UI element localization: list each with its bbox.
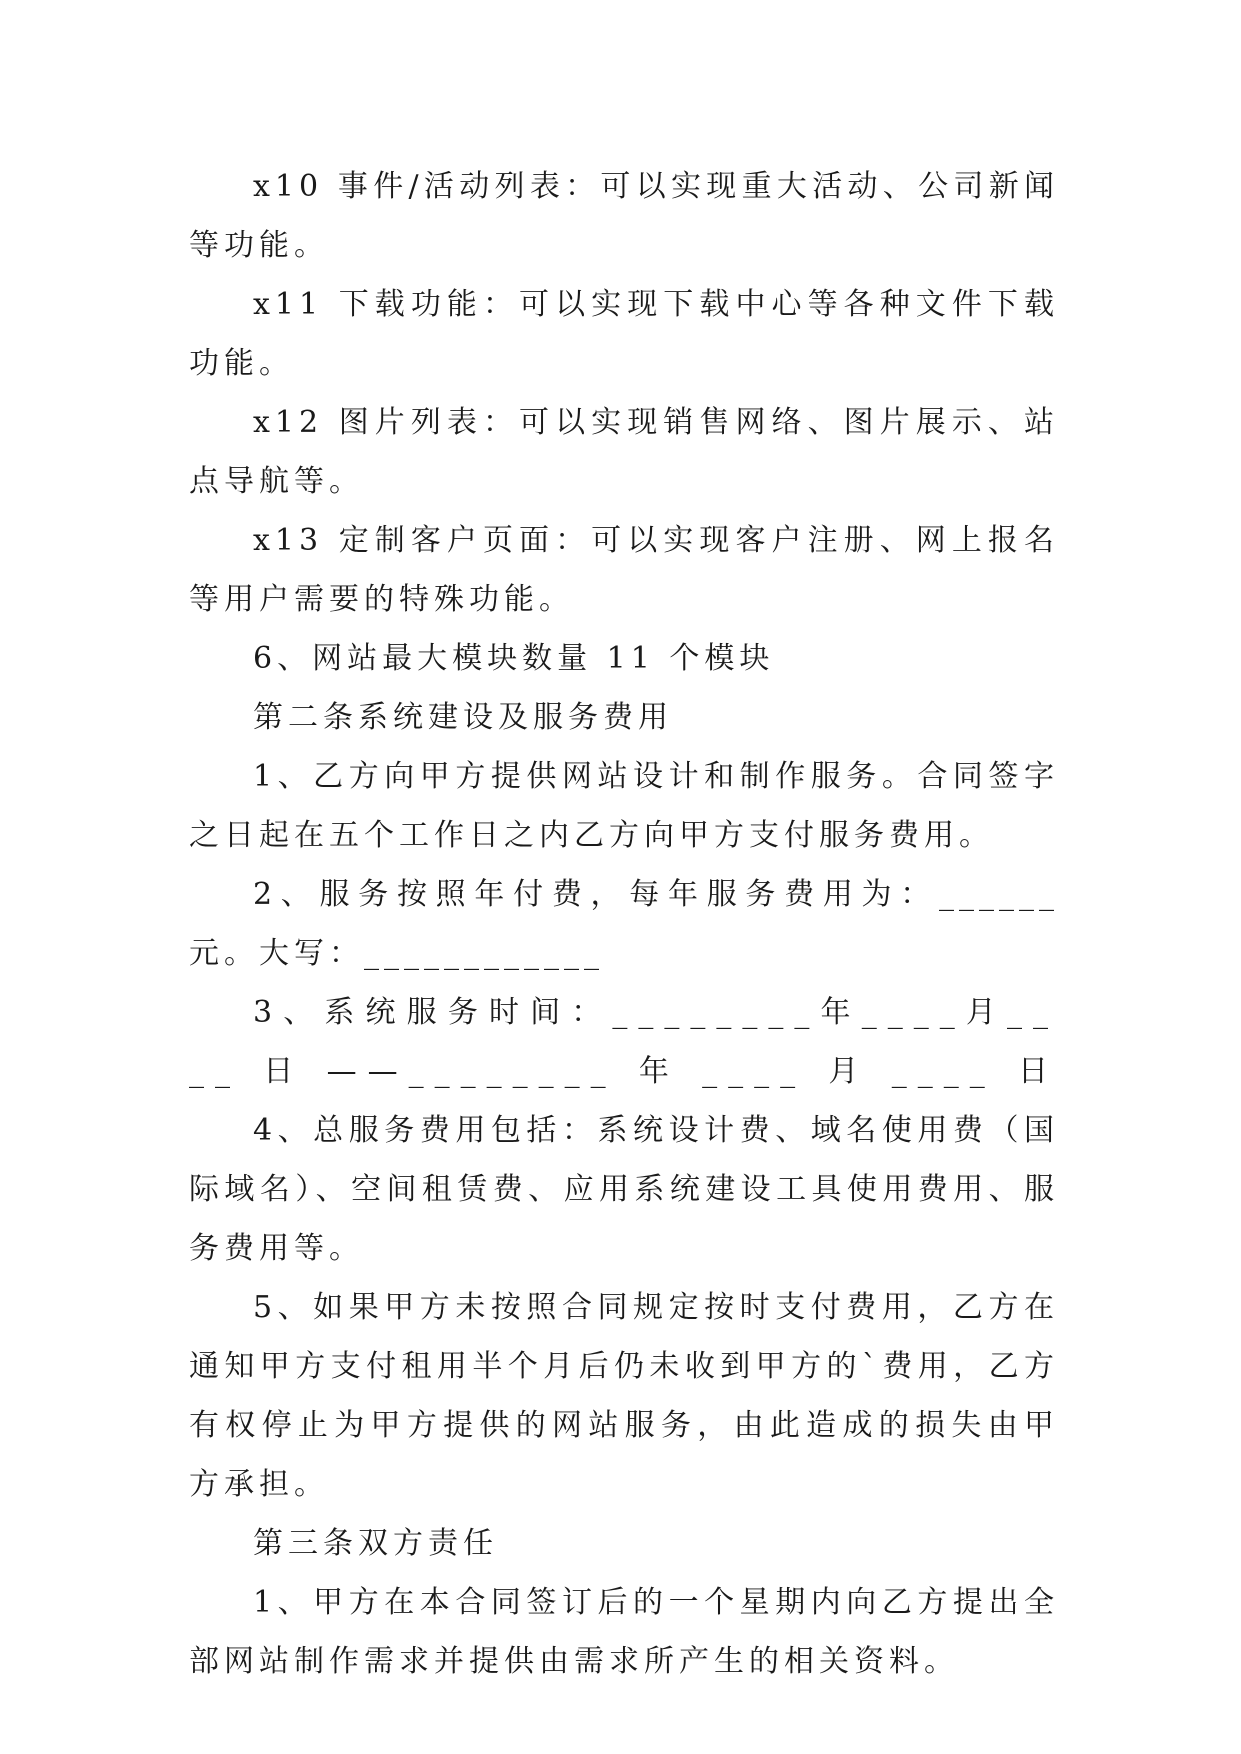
- paragraph-x12-image-list: x12 图片列表：可以实现销售网络、图片展示、站点导航等。: [189, 405, 1059, 499]
- paragraph-party-a-requirements: 1、甲方在本合同签订后的一个星期内向乙方提出全部网站制作需求并提供由需求所产生的相关资料。: [189, 1585, 1059, 1679]
- paragraph-max-modules: 6、网站最大模块数量 11 个模块: [253, 641, 775, 676]
- paragraph-service-period: 3、系统服务时间：________年____月____日——________年____月____日: [189, 995, 1059, 1089]
- paragraph-late-payment: 5、如果甲方未按照合同规定按时支付费用，乙方在通知甲方支付租用半个月后仍未收到甲方的`费用，乙方有权停止为甲方提供的网站服务，由此造成的损失由甲方承担。: [189, 1290, 1059, 1502]
- paragraph-x11-download: x11 下载功能：可以实现下载中心等各种文件下载功能。: [189, 287, 1059, 381]
- paragraph-total-fee: 4、总服务费用包括：系统设计费、域名使用费（国际域名）、空间租赁费、应用系统建设工具使用费用、服务费用等。: [189, 1113, 1059, 1266]
- section-heading-article-3: 第三条双方责任: [253, 1526, 498, 1561]
- paragraph-x10-event-list: x10 事件/活动列表：可以实现重大活动、公司新闻等功能。: [189, 169, 1059, 263]
- document-body: [189, 157, 1059, 1691]
- paragraph-annual-fee: 2、服务按照年付费，每年服务费用为：______元。大写：____________: [189, 877, 1059, 971]
- paragraph-x13-custom-page: x13 定制客户页面：可以实现客户注册、网上报名等用户需要的特殊功能。: [189, 523, 1059, 617]
- paragraph-service-provision: 1、乙方向甲方提供网站设计和制作服务。合同签字之日起在五个工作日之内乙方向甲方支付服务费用。: [189, 759, 1059, 853]
- section-heading-article-2: 第二条系统建设及服务费用: [253, 700, 673, 735]
